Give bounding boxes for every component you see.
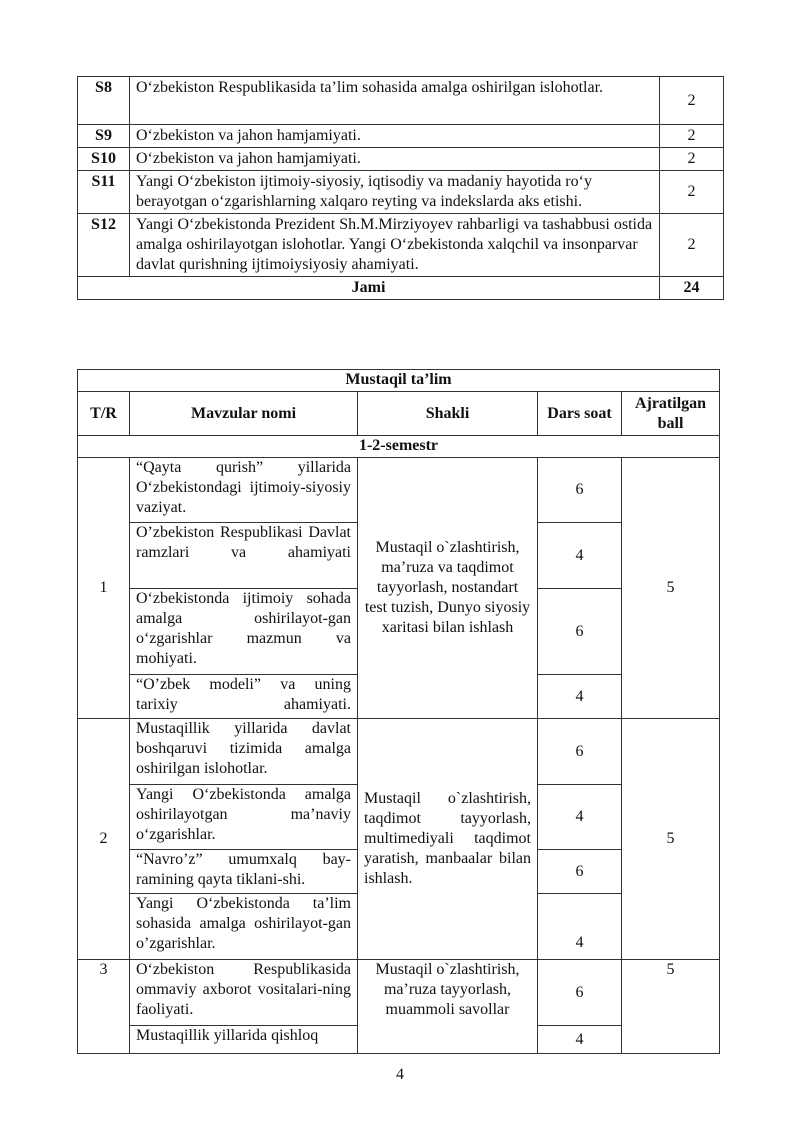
topic-cell: “O’zbek modeli” va uning tarixiy ahamiyati. (130, 675, 358, 719)
header-form: Shakli (358, 392, 538, 436)
topic-cell: Mustaqillik yillarida qishloq (130, 1026, 358, 1054)
table-row (78, 214, 724, 277)
row-topic: O‘zbekiston va jahon hamjamiyati. (130, 125, 660, 148)
points-cell: 5 (622, 719, 720, 960)
table-row (78, 960, 720, 1026)
form-cell: Mustaqil o`zlashtirish, ma’ruza tayyorlash, muammoli savollar (358, 960, 538, 1054)
topic-cell: “Qayta qurish” yillarida O‘zbekistondagi ijtimoiy-siyosiy vaziyat. (130, 458, 358, 523)
hours-cell: 4 (538, 785, 622, 850)
hours-cell: 6 (538, 458, 622, 523)
row-code: S10 (78, 148, 130, 171)
table-title: Mustaqil ta’lim (78, 370, 720, 392)
table-row (78, 458, 720, 523)
row-code: S11 (78, 171, 130, 214)
hours-cell: 6 (538, 960, 622, 1026)
header-topic: Mavzular nomi (130, 392, 358, 436)
header-hours: Dars soat (538, 392, 622, 436)
points-cell: 5 (622, 960, 720, 1054)
table-row (78, 125, 724, 148)
row-topic: O‘zbekiston Respublikasida ta’lim sohasida amalga oshirilgan islohotlar. (130, 77, 660, 125)
semester-row (78, 436, 720, 458)
form-cell: Mustaqil o`zlashtirish, ma’ruza va taqdimot tayyorlash, nostandart test tuzish, Dunyo siyosiy xaritasi bilan ishlash (358, 458, 538, 719)
row-topic: Yangi O‘zbekiston ijtimoiy-siyosiy, iqtisodiy va madaniy hayotida ro‘y berayotgan o‘zgarishlarning xalqaro reyting va indekslarda aks etishi. (130, 171, 660, 214)
header-row (78, 392, 720, 436)
topic-cell: Yangi O‘zbekistonda amalga oshirilayotgan ma’naviy o‘zgarishlar. (130, 785, 358, 850)
row-code: S9 (78, 125, 130, 148)
row-code: S8 (78, 77, 130, 125)
topic-cell: Mustaqillik yillarida davlat boshqaruvi tizimida amalga oshirilgan islohotlar. (130, 719, 358, 785)
independent-study-table (77, 369, 720, 1054)
row-hours: 2 (660, 77, 724, 125)
hours-cell: 4 (538, 894, 622, 960)
hours-cell: 6 (538, 589, 622, 675)
header-tr: T/R (78, 392, 130, 436)
table-row (78, 171, 724, 214)
seminar-table (77, 76, 724, 300)
topic-cell: “Navro’z” umumxalq bay-ramining qayta tiklani-shi. (130, 850, 358, 894)
form-cell: Mustaqil o`zlashtirish, taqdimot tayyorlash, multimediyali taqdimot yaratish, manbaalar bilan ishlash. (358, 719, 538, 960)
points-cell: 5 (622, 458, 720, 719)
topic-cell: O’zbekiston Respublikasi Davlat ramzlari va ahamiyati (130, 523, 358, 589)
row-topic: O‘zbekiston va jahon hamjamiyati. (130, 148, 660, 171)
hours-cell: 6 (538, 719, 622, 785)
row-topic: Yangi O‘zbekistonda Prezident Sh.M.Mirziyoyev rahbarligi va tashabbusi ostida amalga oshirilayotgan islohotlar. Yangi O‘zbekistonda xalqchil va insonparvar davlat qurishning ijtimoiysiyosiy ahamiyati. (130, 214, 660, 277)
group-number: 3 (78, 960, 130, 1054)
hours-cell: 6 (538, 850, 622, 894)
group-number: 2 (78, 719, 130, 960)
table-title-row (78, 370, 720, 392)
semester-label: 1-2-semestr (78, 436, 720, 458)
topic-cell: O‘zbekiston Respublikasida ommaviy axborot vositalari-ning faoliyati. (130, 960, 358, 1026)
hours-cell: 4 (538, 675, 622, 719)
row-code: S12 (78, 214, 130, 277)
hours-cell: 4 (538, 1026, 622, 1054)
topic-cell: O‘zbekistonda ijtimoiy sohada amalga oshirilayot-gan o‘zgarishlar mazmun va mohiyati. (130, 589, 358, 675)
group-number: 1 (78, 458, 130, 719)
row-hours: 2 (660, 125, 724, 148)
total-label: Jami (78, 277, 660, 300)
header-points: Ajratilgan ball (622, 392, 720, 436)
row-hours: 2 (660, 214, 724, 277)
page-number: 4 (396, 1066, 404, 1083)
row-hours: 2 (660, 148, 724, 171)
hours-cell: 4 (538, 523, 622, 589)
total-value: 24 (660, 277, 724, 300)
table-row (78, 148, 724, 171)
table-row (78, 719, 720, 785)
table-row (78, 77, 724, 125)
topic-cell: Yangi O‘zbekistonda ta’lim sohasida amalga oshirilayot-gan o’zgarishlar. (130, 894, 358, 960)
total-row (78, 277, 724, 300)
row-hours: 2 (660, 171, 724, 214)
